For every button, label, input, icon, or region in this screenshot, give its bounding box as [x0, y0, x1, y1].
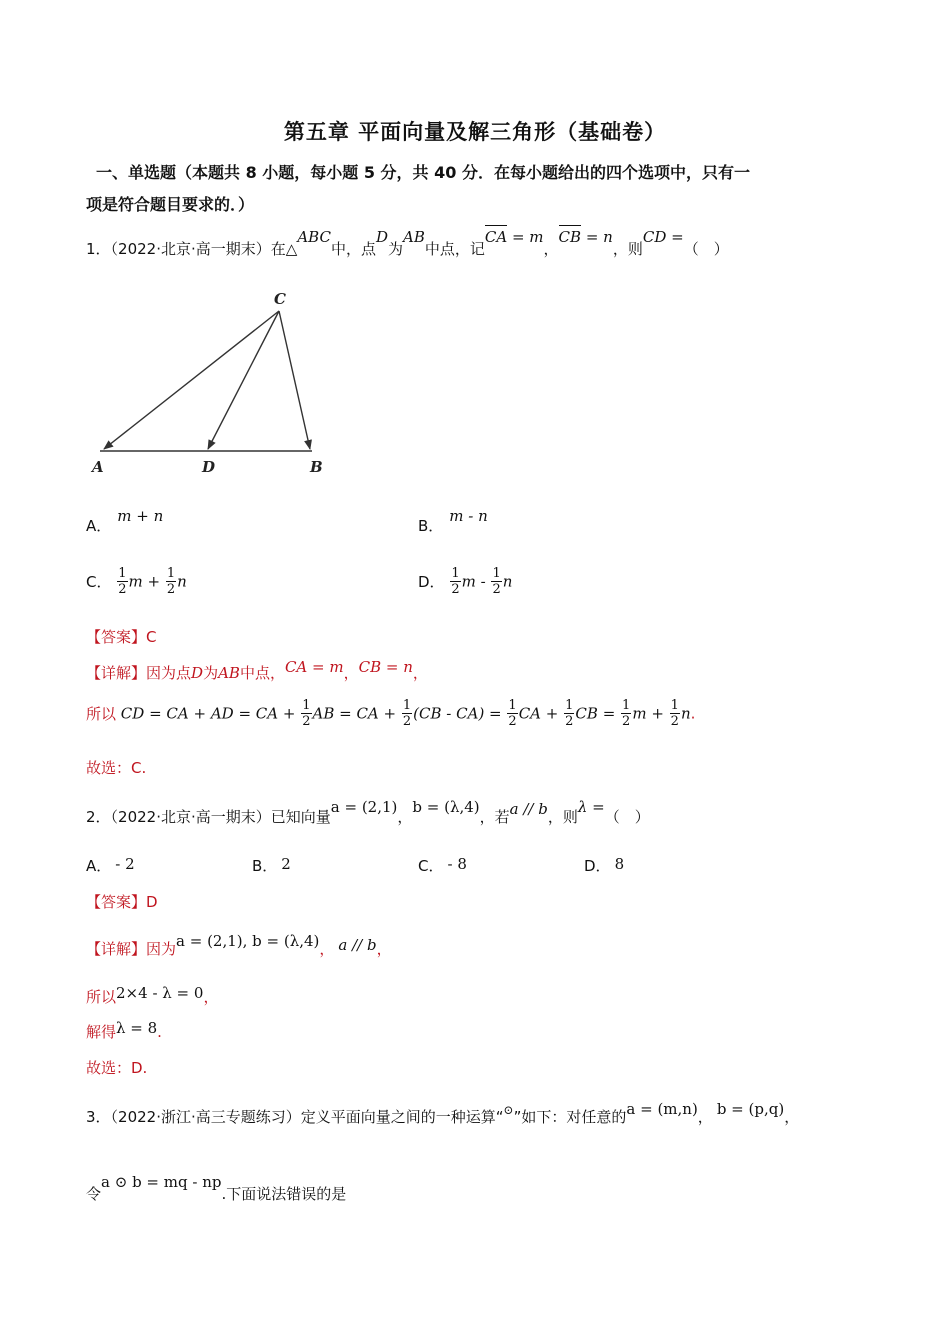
detail-text: ，	[343, 664, 359, 682]
vector-cb-arrow	[279, 311, 310, 449]
vector-cb-def: CB = n	[358, 658, 413, 676]
option-d-m: m -	[461, 572, 486, 591]
detail-text: ，	[412, 664, 428, 682]
q1-option-b[interactable]	[418, 507, 488, 536]
vector-cd: CD =	[642, 228, 684, 246]
option-a-value: m + n	[117, 507, 164, 525]
option-c-value: - 8	[447, 855, 467, 873]
numerator: 1	[166, 566, 176, 581]
option-label: A．	[86, 517, 112, 535]
numerator: 1	[670, 698, 679, 713]
detail-label: 【详解】	[86, 664, 147, 682]
so-end: ，	[203, 988, 219, 1006]
eq-part: AB = CA +	[312, 704, 397, 723]
option-label: C．	[418, 857, 444, 875]
eq-part: CB =	[575, 704, 616, 723]
denominator: 2	[118, 582, 127, 597]
numerator: 1	[565, 698, 574, 713]
eq-part: m +	[632, 704, 664, 723]
question-3-line2	[86, 1173, 347, 1204]
option-a-value: - 2	[115, 855, 135, 873]
question-number: 2．	[86, 808, 111, 826]
stem-text: ，	[543, 240, 559, 258]
vector-cb: CB	[558, 228, 582, 246]
vector-defs: a = (2,1), b = (λ,4)	[176, 932, 320, 950]
so-label: 所以	[86, 988, 117, 1006]
q2-solve	[86, 1021, 162, 1042]
vector-cb-def	[559, 228, 613, 246]
answer-paren: （ ）	[683, 240, 729, 258]
point-d: D	[375, 228, 388, 246]
stem-text: 定义平面向量之间的一种运算“	[300, 1108, 504, 1126]
q1-choose: 故选：C.	[86, 759, 147, 777]
vector-a-def: a = (m,n)	[626, 1100, 698, 1118]
stem-text: 中，点	[330, 240, 376, 258]
vector-ca-def	[485, 228, 544, 246]
q1-detail	[86, 658, 428, 683]
question-3-stem	[86, 1100, 800, 1127]
eq-n: = n	[585, 228, 613, 246]
detail-text: 为	[203, 664, 219, 682]
stem-text: ，	[697, 1108, 713, 1126]
option-c-n: n	[177, 572, 187, 591]
numerator: 1	[118, 566, 127, 581]
option-label: D．	[418, 573, 445, 591]
option-label: B．	[252, 857, 278, 875]
option-d-value: 8	[614, 855, 625, 873]
denominator: 2	[402, 714, 412, 729]
section-heading-line2: 项是符合题目要求的．）	[86, 195, 255, 214]
detail-text: ，	[319, 940, 335, 958]
stem-text: .下面说法错误的是	[221, 1185, 347, 1203]
stem-text: ，则	[547, 808, 578, 826]
denominator: 2	[166, 582, 176, 597]
page-title: 第五章 平面向量及解三角形（基础卷）	[283, 120, 667, 144]
stem-text: ，若	[479, 808, 510, 826]
vector-a-def: a = (2,1)	[330, 798, 398, 816]
q1-option-d[interactable]	[418, 566, 512, 597]
vector-b-def: b = (λ,4)	[412, 798, 480, 816]
point-d: D	[191, 664, 204, 682]
q1-derivation	[86, 698, 695, 729]
stem-text: ，	[784, 1108, 800, 1126]
fraction-half	[507, 698, 517, 729]
operation-definition: a ⊙ b = mq - np	[101, 1173, 222, 1191]
answer-paren: （ ）	[604, 808, 650, 826]
denominator: 2	[492, 582, 501, 597]
so-label: 所以	[86, 705, 117, 723]
stem-text: 已知向量	[270, 808, 331, 826]
question-source: （2022·北京·高一期末）	[110, 240, 271, 258]
option-label: B．	[418, 517, 444, 535]
option-d-n: n	[502, 572, 513, 591]
detail-text: 因为	[146, 940, 177, 958]
question-number: 1．	[86, 240, 111, 258]
fraction-half	[491, 566, 501, 597]
fraction-half	[621, 698, 631, 729]
vector-ca-arrow	[104, 311, 279, 449]
option-c-m: m +	[128, 572, 161, 591]
denominator: 2	[670, 714, 679, 729]
label-c: C	[274, 290, 286, 308]
question-2-stem	[86, 798, 650, 827]
q2-choose: 故选：D.	[86, 1059, 148, 1077]
numerator: 1	[402, 698, 412, 713]
eq-m: = m	[511, 228, 544, 246]
eq-part: (CB - CA) =	[413, 704, 502, 723]
question-source: （2022·浙江·高三专题练习）	[110, 1108, 301, 1126]
fraction-half	[670, 698, 680, 729]
stem-text: 中点，记	[424, 240, 485, 258]
fraction-half	[450, 566, 460, 597]
q2-option-a[interactable]	[86, 855, 135, 876]
q2-option-c[interactable]	[418, 855, 467, 876]
section-heading-line1: 一、单选题（本题共 8 小题，每小题 5 分，共 40 分．在每小题给出的四个选项中，只有一	[96, 163, 750, 182]
parallel-condition: a // b	[509, 800, 548, 818]
q2-detail	[86, 932, 392, 959]
segment-ab: AB	[218, 664, 240, 682]
segment-ab: AB	[403, 228, 425, 246]
q1-answer: 【答案】C	[86, 628, 157, 646]
stem-text: ，则	[612, 240, 643, 258]
denominator: 2	[565, 714, 574, 729]
numerator: 1	[622, 698, 631, 713]
question-1-stem	[86, 228, 729, 259]
stem-text: 为	[387, 240, 403, 258]
denominator: 2	[508, 714, 517, 729]
q2-answer: 【答案】D	[86, 893, 158, 911]
so-equation: 2×4 - λ = 0	[116, 984, 204, 1002]
numerator: 1	[451, 566, 460, 581]
parallel-condition: a // b	[338, 936, 377, 954]
option-b-value: 2	[281, 855, 291, 873]
vector-b-def: b = (p,q)	[716, 1100, 785, 1118]
question-number: 3．	[86, 1108, 111, 1126]
option-label: A．	[86, 857, 112, 875]
eq-part: n	[680, 704, 691, 723]
odot-operator: ⊙	[503, 1103, 514, 1117]
numerator: 1	[492, 566, 501, 581]
stem-text: ”如下：对任意的	[513, 1108, 627, 1126]
q2-so	[86, 986, 218, 1007]
detail-text: ，	[376, 940, 392, 958]
fraction-half	[402, 698, 412, 729]
q1-option-c[interactable]	[86, 566, 187, 597]
label-b: B	[310, 458, 323, 476]
option-label: D．	[584, 857, 611, 875]
stem-text: 令	[86, 1185, 102, 1203]
fraction-half	[564, 698, 574, 729]
q2-option-d[interactable]	[584, 855, 624, 876]
eq-part: CA +	[518, 704, 559, 723]
numerator: 1	[302, 698, 311, 713]
q2-option-b[interactable]	[252, 855, 291, 876]
vector-cd-arrow	[208, 311, 279, 449]
detail-text: 中点，	[239, 664, 285, 682]
lambda-eq: λ =	[577, 798, 605, 816]
question-source: （2022·北京·高一期末）	[110, 808, 271, 826]
vector-ca: CA	[484, 228, 508, 246]
label-a: A	[92, 458, 104, 476]
solve-end: .	[157, 1023, 162, 1041]
denominator: 2	[451, 582, 460, 597]
vector-ca-def: CA = m	[284, 658, 344, 676]
numerator: 1	[508, 698, 517, 713]
detail-text: 因为点	[146, 664, 192, 682]
denominator: 2	[622, 714, 631, 729]
stem-text: ，	[397, 808, 413, 826]
q1-option-a[interactable]	[86, 507, 164, 536]
option-label: C．	[86, 573, 112, 591]
solve-equation: λ = 8	[116, 1019, 158, 1037]
triangle-abc: ABC	[297, 228, 331, 246]
fraction-half	[301, 698, 311, 729]
fraction-half	[166, 566, 176, 597]
detail-label: 【详解】	[86, 940, 147, 958]
stem-text: 在△	[270, 240, 298, 258]
denominator: 2	[302, 714, 311, 729]
eq-dot: .	[690, 704, 696, 723]
fraction-half	[117, 566, 127, 597]
option-b-value: m - n	[449, 507, 488, 525]
eq-part: CD = CA + AD = CA +	[120, 704, 296, 723]
triangle-figure	[88, 285, 338, 480]
label-d: D	[202, 458, 216, 476]
solve-label: 解得	[86, 1023, 117, 1041]
